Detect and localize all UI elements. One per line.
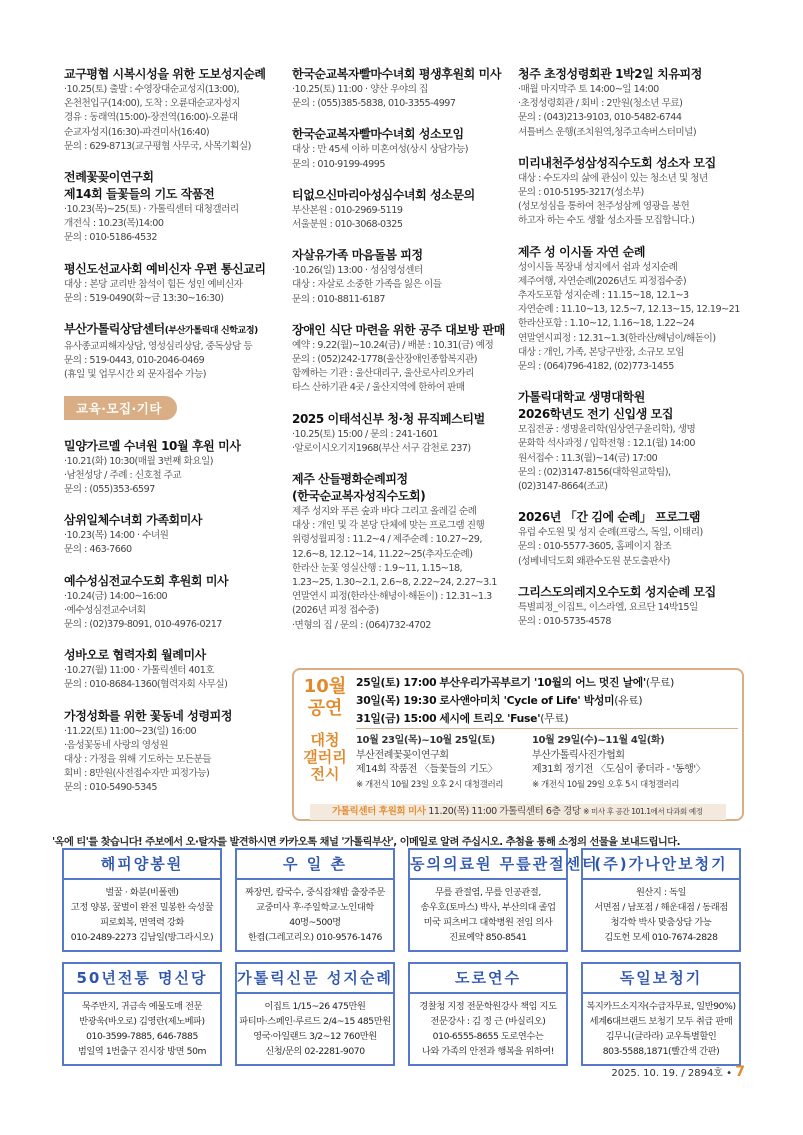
item-line: 모집전공 : 생명윤리학(임상연구윤리학), 생명: [518, 424, 696, 436]
ad-line: 010-6555-8655 도로연수는: [432, 1031, 544, 1042]
ad-line: 미국 피츠버그 대학병원 전임 의사: [423, 917, 553, 928]
notice-item: [518, 155, 748, 229]
item-line: 문의 : 519-0443, 010-2046-0469: [64, 355, 205, 367]
ad-line: 묵주반지, 귀금속 예물도매 전문: [81, 1001, 203, 1012]
notice-item: [292, 322, 506, 396]
bar-note: ※ 미사 후 공간 101.1에서 다과회 예정: [583, 807, 703, 816]
item-line: 문의 : 010-5490-5345: [64, 782, 157, 794]
item-title: 삼위일체수녀회 가족회미사: [64, 513, 203, 528]
item-line: 대상 : 가정을 위해 기도하는 모든분들: [64, 754, 211, 766]
notice-item: [64, 66, 296, 154]
ad-title: 해피양봉원: [64, 850, 220, 880]
ad-line: 파티마·스페인·루르드 2/4~15 485만원: [239, 1016, 391, 1027]
exhibition-1: [356, 734, 503, 792]
item-line: 문화학 석사과정 / 입학전형 : 12.1(월) 14:00: [518, 438, 695, 450]
item-line: 문의 : (052)242-1778(울산장애인종합복지관): [292, 354, 478, 366]
item-line: 순교자성지(16:30)-파견미사(16:40): [64, 126, 210, 138]
item-line: ·10.25(토) 15:00 / 문의 : 241-1601: [292, 428, 438, 440]
ad-title: 독일보청기: [583, 964, 739, 994]
item-line: 제주 성지와 푸른 숲과 바다 그리고 올레길 순례: [292, 506, 477, 518]
item-line: 유사종교피해자상담, 영성심리상담, 중독상담 등: [64, 341, 253, 353]
notice-item: [64, 512, 296, 557]
notice-item: [292, 187, 506, 232]
item-title: 자살유가족 마음돌봄 피정: [292, 248, 423, 263]
notice-item: [64, 708, 296, 796]
notice-item: [518, 509, 748, 569]
exhibition-note: ※ 개전식 10월 23일 오후 2시 대청갤러리: [356, 779, 504, 790]
item-title: 2025 이태석신부 청·청 뮤직페스티벌: [292, 411, 485, 426]
ad-box: [62, 962, 222, 1066]
item-line: 문의 : (043)213-9103, 010-5482-6744: [518, 112, 682, 124]
item-title: 가톨릭대학교 생명대학원: [518, 390, 645, 405]
item-line: 12.6~8, 12.12~14, 11.22~25(추자도순례): [292, 548, 473, 560]
item-line: 예약 : 9.22(월)~10.24(금) / 배분 : 10.31(금) 예정: [292, 339, 494, 351]
ad-line: 무릎 관절염, 무릎 인공관절,: [435, 887, 541, 898]
item-line: 부산본원 : 010-2969-5119: [292, 204, 403, 216]
item-line: ·10.25(토) 11:00 · 양산 우야의 집: [292, 84, 428, 95]
item-line: ·알로이시오기지1968(부산 서구 감천로 237): [292, 442, 471, 454]
notice-item: [64, 321, 296, 383]
performance-note: (유료): [614, 694, 643, 707]
item-line: 문의 : (064)796-4182, (02)773-1455: [518, 361, 674, 373]
item-line: 연말연시피정 : 12.31~1.3(한라산/해넘이/해돋이): [518, 332, 716, 344]
ad-box: [62, 848, 222, 952]
performance-title: 세시에 트리오 'Fuse': [439, 712, 541, 725]
performance-row: [356, 673, 674, 692]
section-label: 교육·모집·기타: [64, 396, 177, 420]
notice-item: [292, 126, 506, 171]
ad-box: [581, 962, 741, 1066]
ad-box: [408, 962, 568, 1066]
ad-line: 범일역 1번출구 진시장 방면 50m: [77, 1046, 207, 1057]
item-line: (2026년 피정 접수중): [292, 605, 379, 617]
item-subtitle: (한국순교복자성직수도회): [292, 489, 426, 504]
notice-item: [64, 261, 296, 306]
ad-line: 복지카드소지자(수급자무료, 일반90%): [586, 1001, 736, 1012]
item-title: 2026년 「간 김에 순례」 프로그램: [518, 510, 701, 525]
item-line: 한라산포함 : 1.10~12, 1.16~18, 1.22~24: [518, 318, 695, 330]
ad-title: 동의의료원 무릎관절센터: [410, 850, 566, 880]
item-line: 자연순례 : 11.10~13, 12.5~7, 12.13~15, 12.19~21: [518, 304, 740, 316]
item-title: 그리스도의레지오수도회 성지순례 모집: [518, 584, 716, 599]
column-1: [64, 66, 296, 811]
column-2: [292, 66, 506, 648]
item-title: 부산가톨릭상담센터: [64, 322, 165, 337]
ad-line: 청각학 박사 맞춤상담 가능: [610, 917, 712, 928]
item-title: 밀양가르멜 수녀원 10월 후원 미사: [64, 438, 241, 453]
performance-title: 로사앤아미치 'Cycle of Life' 박성미: [439, 694, 615, 707]
item-line: 회비 : 8만원(사전접수자만 피정가능): [64, 768, 210, 780]
ad-box: [408, 848, 599, 952]
item-line: (02)3147-8664(조교): [518, 481, 608, 493]
ad-line: 010-2489-2273 김남일(방그라시오): [70, 932, 214, 943]
item-title: 장애인 식단 마련을 위한 공주 대보방 판매: [292, 322, 505, 337]
item-line: (성모성심을 통하여 천주성삼께 영광을 봉헌: [518, 201, 690, 213]
ad-line: 벌꿀 · 화분(비폴렌): [105, 887, 179, 898]
item-line: 문의 : (02)3147-8156(대학원교학팀),: [518, 466, 671, 478]
page-number: 7: [735, 1064, 745, 1080]
item-line: 문의 : 463-7660: [64, 544, 132, 556]
ad-line: 한켬(그레고리오) 010-9576-1476: [248, 932, 382, 943]
item-line: 문의 : 010-5735-4578: [518, 616, 611, 628]
item-line: 문의 : 629-8713(교구평협 사무국, 사목기획실): [64, 140, 251, 152]
performance-note: (무료): [540, 712, 569, 725]
ad-line: 신청/문의 02-2281-9070: [265, 1046, 365, 1057]
item-line: 문의 : (055)385-5838, 010-3355-4997: [292, 98, 456, 110]
item-line: ·10.26(일) 13:00 · 성심영성센터: [292, 265, 423, 277]
exhibition-title: 제14회 작품전 〈들꽃들의 기도〉: [356, 764, 498, 775]
ad-line: 김무니(글라라) 교우특별할인: [605, 1031, 717, 1042]
item-line: 하고자 하는 수도 생활 성소자를 모집합니다.): [518, 215, 695, 227]
ad-line: 원산지 : 독일: [635, 887, 687, 898]
gallery-tag: 대청 갤러리 전시: [303, 731, 347, 783]
item-title: 예수성심전교수도회 후원회 미사: [64, 573, 229, 588]
exhibition-date: 10월 29일(수)~11월 4일(화): [532, 735, 665, 746]
ad-line: 교중미사 후·주일학교·노인대학: [256, 902, 374, 913]
notice-item: [292, 411, 506, 456]
item-line: 문의 : 010-8811-6187: [292, 293, 385, 305]
item-line: 문의 : 010-9199-4995: [292, 158, 385, 170]
performance-date: 30일(목) 19:30: [356, 694, 437, 707]
events-box: [292, 668, 744, 821]
item-line: 대상 : 수도자의 삶에 관심이 있는 청소년 및 청년: [518, 172, 708, 184]
ad-line: 나와 가족의 안전과 행복을 위하여!: [421, 1046, 555, 1057]
item-line: 문의 : 010-5186-4532: [64, 232, 157, 244]
item-subtitle: 2026학년도 전기 신입생 모집: [518, 407, 674, 422]
notice-item: [292, 471, 506, 633]
ad-body: [410, 880, 566, 945]
item-line: ·남천성당 / 주례 : 신호철 주교: [64, 469, 182, 481]
bar-text: 11.20(목) 11:00 가톨릭센터 6층 경당: [428, 806, 581, 817]
performance-row: [356, 691, 642, 710]
ad-body: [64, 880, 220, 945]
ad-line: 40명~500명: [289, 917, 341, 928]
item-line: ·예수성심전교수녀회: [64, 604, 146, 616]
mass-bar: [310, 804, 726, 820]
item-line: ·10.25(토) 출발 : 수영장대순교성지(13:00),: [64, 84, 240, 95]
notice-item: [64, 573, 296, 633]
ad-line: 세계6대브랜드 보청기 모두 취급 판매: [589, 1016, 733, 1027]
item-title: 평신도선교사회 예비신자 우편 통신교리: [64, 261, 266, 276]
ad-body: [64, 994, 220, 1059]
bar-label: 가톨릭센터 후원회 미사: [332, 806, 426, 817]
item-title: 성바오로 협력자회 월례미사: [64, 648, 206, 663]
item-line: (성베네딕도회 왜관수도원 분도출판사): [518, 555, 670, 567]
item-line: ·음성꽃동네 사랑의 영성원: [64, 739, 169, 751]
item-line: 경유 : 동래역(15:00)-장전역(16:00)-오륜대: [64, 112, 238, 124]
ad-body: [583, 880, 739, 945]
item-line: ·10.23(목) 14:00 · 수녀원: [64, 530, 169, 542]
ad-title: 50년전통 명신당: [64, 964, 220, 994]
ad-line: 서면점 / 남포점 / 해운대점 / 동래점: [594, 902, 728, 913]
exhibition-org: 부산전례꽃꽂이연구회: [356, 749, 449, 761]
ad-line: 진료예약 850-8541: [449, 932, 527, 943]
notice-item: [64, 169, 296, 246]
item-line: 개전식 : 10.23(목)14:00: [64, 218, 164, 230]
ad-body: [237, 994, 393, 1059]
item-line: 문의 : (02)379-8091, 010-4976-0217: [64, 619, 222, 631]
item-line: ·10.23(목)~25(토) · 가톨릭센터 대청갤러리: [64, 204, 239, 216]
notice-item: [292, 66, 506, 111]
issue-date: 2025. 10. 19. / 2894호 •: [611, 1068, 733, 1079]
notice-item: [518, 389, 748, 494]
item-line: 특별피정_이집트, 이스라엘, 요르단 14박15일: [518, 601, 698, 613]
item-line: 타스 산하기관 4곳 / 울산지역에 한하여 판매: [292, 382, 465, 394]
item-line: 대상 : 만 45세 이하 미혼여성(상시 상담가능): [292, 144, 469, 156]
ad-line: 010-3599-7885, 646-7885: [86, 1031, 198, 1042]
item-line: ·초정성령회관 / 회비 : 2만원(청소년 무료): [518, 98, 683, 110]
item-title: 미리내천주성삼성직수도회 성소자 모집: [518, 155, 716, 170]
performance-note: (무료): [645, 676, 674, 689]
ad-title: 우 일 촌: [237, 850, 393, 880]
item-title: 티없으신마리아성심수녀회 성소문의: [292, 187, 475, 202]
item-line: 유럽 수도원 및 성지 순례(프랑스, 독일, 이태리): [518, 527, 703, 539]
item-line: ·11.22(토) 11:00~23(일) 16:00: [64, 725, 197, 737]
ad-box: [235, 962, 395, 1066]
notice-item: [64, 647, 296, 692]
ad-title: 가톨릭신문 성지순례: [237, 964, 393, 994]
exhibition-date: 10월 23일(목)~10월 25일(토): [356, 735, 495, 746]
item-line: 연말연시 피정(한라산·해녕이·해돋이) : 12.31~1.3: [292, 591, 492, 603]
item-line: ·면형의 집 / 문의 : (064)732-4702: [292, 619, 431, 631]
performance-row: [356, 709, 568, 728]
ad-body: [410, 994, 566, 1059]
item-title: 전례꽃꽂이연구회: [64, 170, 154, 185]
ad-line: 김도헌 모세 010-7674-2828: [604, 932, 718, 943]
item-subtitle: 제14회 들꽃들의 기도 작품전: [64, 187, 215, 202]
page-footer: [611, 1064, 745, 1080]
exhibition-2: [532, 734, 705, 792]
exhibition-note: ※ 개전식 10월 29일 오후 5시 대청갤러리: [532, 779, 680, 790]
ad-line: 송우호(토마스) 박사, 부산의대 졸업: [420, 902, 556, 913]
item-title: 가정성화를 위한 꽃동네 성령피정: [64, 708, 233, 723]
item-line: 대상 : 개인, 가족, 본당구반장, 소규모 모임: [518, 346, 684, 358]
performance-tag: 10월 공연: [303, 676, 347, 719]
notice-item: [518, 244, 748, 375]
item-title: 교구평협 시복시성을 위한 도보성지순례: [64, 67, 266, 81]
item-title-row: [64, 321, 296, 340]
ad-title: 도로연수: [410, 964, 566, 994]
item-title: 청주 초정성령회관 1박2일 치유피정: [518, 67, 702, 81]
performance-date: 31일(금) 15:00: [356, 712, 437, 725]
item-line: 제주여행, 자연순례(2026년도 피정접수중): [518, 275, 687, 287]
item-line: ·10.21(화) 10:30(매월 3번째 화요일): [64, 455, 214, 467]
notice-item: [292, 247, 506, 307]
item-line: 원서접수 : 11.3(월)~14(금) 17:00: [518, 452, 658, 464]
exhibition-org: 부산가톨릭사진가협회: [532, 749, 625, 761]
item-line: 대상 : 개인 및 각 본당 단체에 맞는 프로그램 진행: [292, 520, 485, 532]
item-line: 함께하는 기관 : 울산대리구, 울산로사리오카리: [292, 368, 475, 380]
item-line: 1.23~25, 1.30~2.1, 2.6~8, 2.22~24, 2.27~3.1: [292, 577, 497, 589]
ad-box: [235, 848, 395, 952]
ad-line: 영국·아일랜드 3/2~12 760만원: [253, 1031, 377, 1042]
item-line: 온천천입구(14:00), 도착 : 오륜대순교자성지: [64, 98, 241, 110]
notice-item: [64, 438, 296, 498]
ad-line: 피로회복, 면역력 강화: [100, 917, 184, 928]
item-line: 서울분원 : 010-3068-0325: [292, 219, 403, 231]
ad-title: (주)가나안보청기: [583, 850, 739, 880]
notice-item: [518, 584, 748, 629]
item-line: 셔틀버스 운행(조치원역,청주고속버스터미널): [518, 126, 697, 138]
item-line: 문의 : (055)353-6597: [64, 484, 155, 496]
item-title: 한국순교복자빨마수녀회 평생후원회 미사: [292, 67, 502, 81]
item-line: 성이시돌 목장내 성지에서 쉼과 성지순례: [518, 261, 678, 273]
item-title: 제주 산들평화순례피정: [292, 472, 408, 487]
item-line: 대상 : 본당 교리반 참석이 힘든 성인 예비신자: [64, 278, 243, 290]
item-title: 한국순교복자빨마수녀회 성소모임: [292, 127, 464, 142]
item-line: 위령성월피정 : 11.2~4 / 제주순례 : 10.27~29,: [292, 534, 482, 546]
item-line: 문의 : 010-5195-3217(성소부): [518, 187, 644, 199]
ad-line: 경찰청 지정 전문학원강사 책임 지도: [419, 1001, 557, 1012]
item-title: 제주 성 이시돌 자연 순례: [518, 244, 646, 259]
typo-notice: '옥에 티'를 찾습니다! 주보에서 오·탈자를 발견하시면 카카오톡 채널 '가톨릭부산', 이메일로 알려 주십시오. 추첨을 통해 소정의 선물을 보내드립니다.: [52, 837, 680, 848]
divider: [356, 728, 738, 729]
ad-line: 전문강사 : 김 정 근 (바실리오): [430, 1016, 546, 1027]
item-line: 추자도포함 성지순례 : 11.15~18, 12.1~3: [518, 290, 689, 302]
performance-title: 부산우리가곡부르기 '10월의 어느 멋진 날에': [439, 676, 646, 689]
exhibition-title: 제31회 정기전 〈도심이 좋더라 - '동행'〉: [532, 764, 706, 775]
performance-date: 25일(토) 17:00: [356, 676, 437, 689]
item-line: ·10.24(금) 14:00~16:00: [64, 590, 168, 602]
ad-body: [583, 994, 739, 1059]
item-title-note: (부산가톨릭대 신학교정): [164, 326, 258, 337]
item-line: (휴일 및 업무시간 외 문자접수 가능): [64, 369, 206, 381]
item-line: 대상 : 자살로 소중한 가족을 잃은 이들: [292, 279, 442, 291]
item-line: 문의 : 519-0490(화~금 13:30~16:30): [64, 292, 224, 304]
item-line: 한라산 눈꽃 영실산행 : 1.9~11, 1.15~18,: [292, 562, 463, 574]
item-line: ·10.27(월) 11:00 · 가톨릭센터 401호: [64, 665, 215, 677]
item-line: 문의 : 010-8684-1360(협력자회 사무실): [64, 679, 228, 691]
ad-line: 고정 양봉, 꿀벌이 완전 밀봉한 숙성꿀: [70, 902, 214, 913]
ad-line: 이집트 1/15~26 475만원: [264, 1001, 366, 1012]
ad-body: [237, 880, 393, 945]
item-line: 문의 : 010-5577-3605, 홈페이지 참조: [518, 541, 672, 553]
ad-line: 짜장면, 칼국수, 중식잡채밥 출장주문: [245, 887, 385, 898]
ad-line: 803-5588,1871(빨간색 간판): [602, 1046, 720, 1057]
column-3: [518, 66, 748, 644]
notice-item: [518, 66, 748, 140]
ad-box: [581, 848, 741, 952]
item-line: ·매월 마지막주 토 14:00~일 14:00: [518, 84, 659, 95]
ad-line: 반광욱(바오로) 김영란(제노베파): [79, 1016, 205, 1027]
